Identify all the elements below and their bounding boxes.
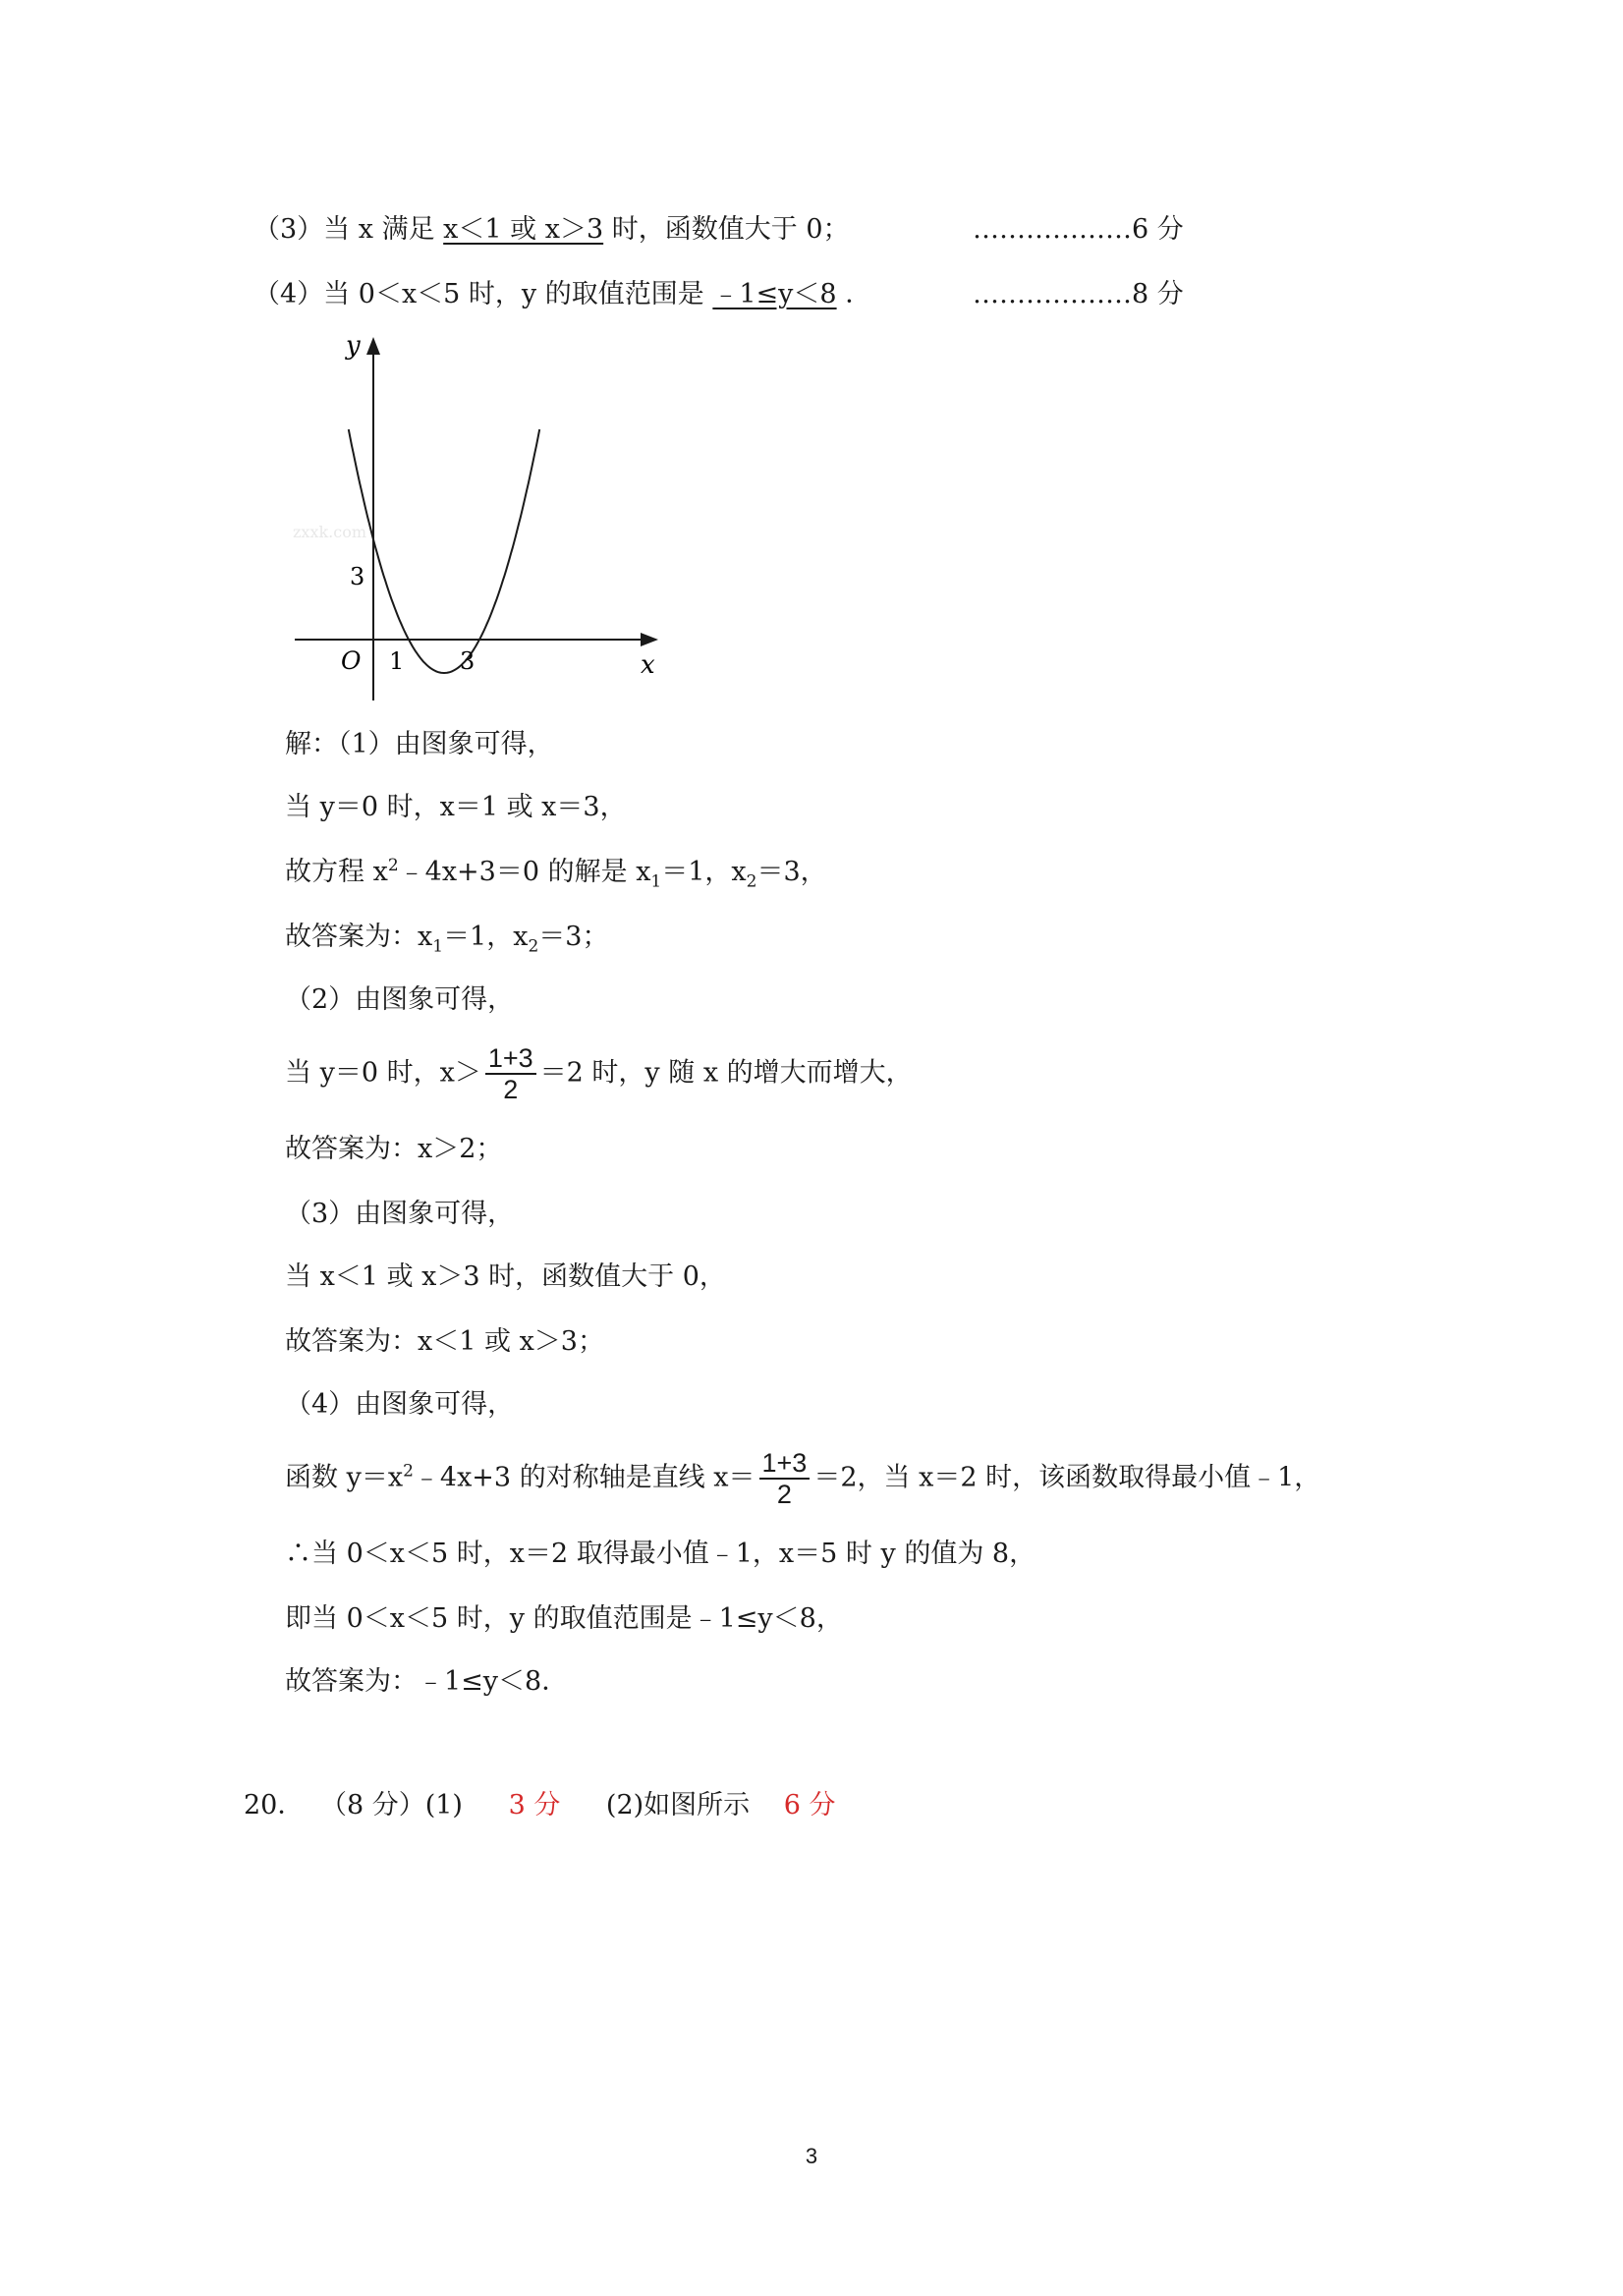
solution-line-5: （2）由图象可得， [285,984,515,1015]
solution-line-15: 故答案为：﹣1≤y＜8． [285,1666,569,1697]
solution-line-6: 当 y＝0 时，x＞ $\frac{1+3}{2}$ ＝2 时，y 随 x 的增大而增大， [285,1043,913,1104]
q20-number: 20． [244,1790,305,1820]
q4-line [253,275,871,314]
solution-line-8: （3）由图象可得， [285,1199,515,1229]
q20-points: （8 分）(1) [319,1790,463,1820]
solution-line-10: 故答案为：x＜1 或 x＞3； [285,1326,604,1357]
page-number: 3 [805,2144,818,2168]
q4-suffix: ． [845,279,872,309]
q3-score: ………………6 分 [973,214,1184,245]
q20-part2: (2)如图所示 [605,1790,751,1820]
q3-prefix: （3）当 x 满足 [253,214,435,245]
x-axis-arrow-icon [641,633,658,646]
solution-line-13: ∴当 0＜x＜5 时，x＝2 取得最小值﹣1，x＝5 时 y 的值为 8， [285,1539,1036,1569]
graph-watermark: zxxk.com [293,523,367,541]
q3-line [253,210,850,250]
solution-line-12: 函数 $y=x^2﹣4x+3$ 的对称轴是直线 x＝ $\frac{1+3}{2}$ ＝2，当 x＝2 时，该函数取得最小值﹣1， [285,1448,1321,1509]
q3-suffix: 时，函数值大于 0； [611,214,850,245]
solution-line-11: （4）由图象可得， [285,1389,515,1420]
x-tick-1: 1 [389,647,405,675]
parabola-curve [349,429,539,673]
y-tick-3: 3 [350,563,365,590]
x-axis-label: x [641,650,655,680]
solution-line-1: 解：（1）由图象可得， [285,729,554,759]
q4-answer: ﹣1≤y＜8 [712,279,837,309]
y-axis-label: y [346,331,361,361]
q4-prefix: （4）当 0＜x＜5 时，y 的取值范围是 [253,279,704,309]
solution-line-4: 故答案为：$x_1=1$，$x_2=3$； [285,922,609,957]
fraction: $\frac{1+3}{2}$ [485,1043,536,1104]
solution-line-2: 当 y＝0 时，x＝1 或 x＝3， [285,792,627,822]
solution-line-14: 即当 0＜x＜5 时，y 的取值范围是﹣1≤y＜8， [285,1603,843,1634]
q3-answer: x＜1 或 x＞3 [443,214,604,245]
x-tick-3: 3 [460,647,476,675]
y-axis-arrow-icon [366,337,380,355]
q20-line [244,1786,836,1825]
origin-label: O [341,646,362,675]
q20-part1-score: 3 分 [508,1790,561,1820]
q4-score: ………………8 分 [973,279,1184,309]
solution-line-7: 故答案为：x＞2； [285,1134,503,1164]
fraction: $\frac{1+3}{2}$ [759,1448,811,1509]
solution-line-3: 故方程 $x^2﹣4x+3=0$ 的解是 $x_1=1$，$x_2=3$， [285,856,827,892]
parabola-graph [285,329,668,702]
q20-part2-score: 6 分 [783,1790,836,1820]
solution-line-9: 当 x＜1 或 x＞3 时，函数值大于 0， [285,1261,726,1292]
